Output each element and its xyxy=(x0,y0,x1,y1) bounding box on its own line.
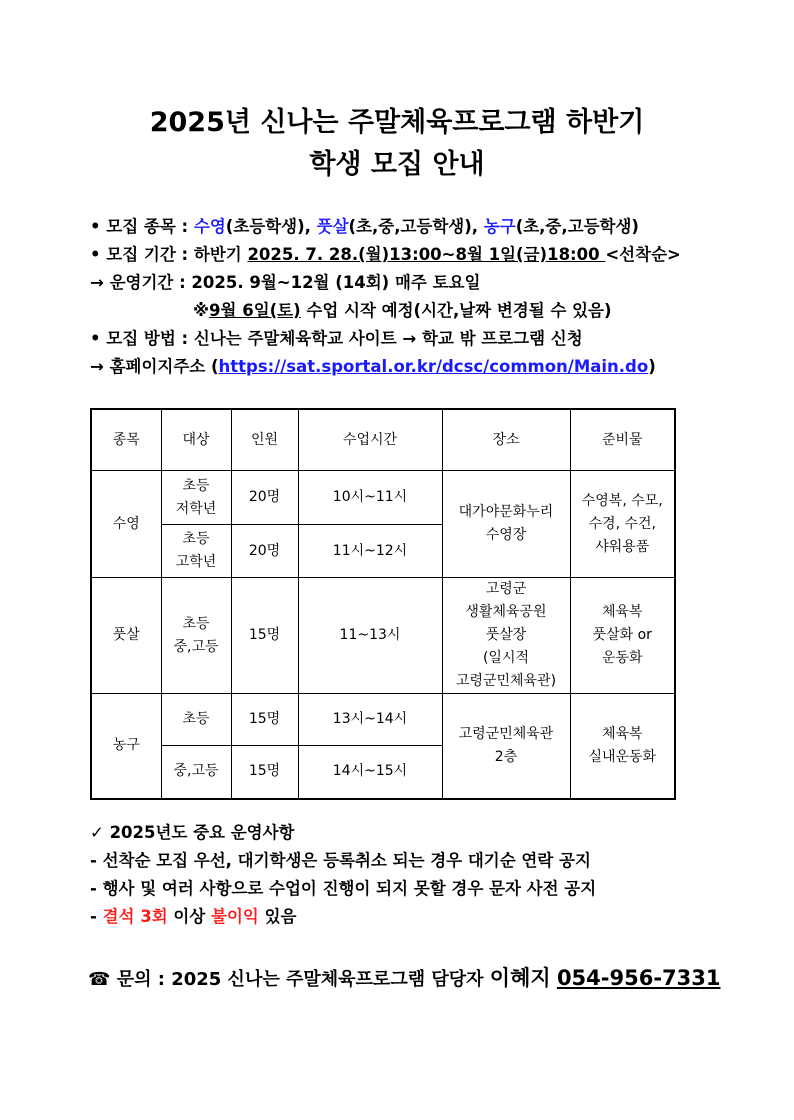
cell-place-basketball: 고령군민체육관 2층 xyxy=(442,694,570,799)
cell-target: 초등 고학년 xyxy=(161,525,231,578)
info-note xyxy=(193,297,612,325)
event-swim-target: (초등학생), xyxy=(225,217,317,236)
table-row xyxy=(91,578,675,694)
cell-sport-futsal: 풋살 xyxy=(91,578,161,694)
cell-target: 초등 중,고등 xyxy=(161,578,231,694)
info-method: • 모집 방법 : 신나는 주말체육학교 사이트 → 학교 밖 프로그램 신청 xyxy=(90,329,583,348)
event-futsal-target: (초,중,고등학생), xyxy=(348,217,484,236)
schedule-table xyxy=(90,408,676,800)
cell-target: 초등 저학년 xyxy=(161,471,231,525)
info-events xyxy=(90,213,639,241)
info-homepage xyxy=(90,353,656,381)
info-note-mark: ※ xyxy=(193,301,210,320)
contact-line xyxy=(88,962,721,992)
notes-heading: ✓ 2025년도 중요 운영사항 xyxy=(90,823,295,842)
header-count: 인원 xyxy=(231,409,298,471)
notes-item-2: - 행사 및 여러 사항으로 수업이 진행이 되지 못할 경우 문자 사전 공지 xyxy=(90,879,597,898)
cell-place-futsal: 고령군 생활체육공원 풋살장 (일시적 고령군민체육관) xyxy=(442,578,570,694)
header-sport: 종목 xyxy=(91,409,161,471)
cell-count: 15명 xyxy=(231,578,298,694)
cell-time: 14시~15시 xyxy=(298,746,442,799)
cell-place-swim: 대가야문화누리 수영장 xyxy=(442,471,570,578)
info-period-value: 2025. 7. 28.(월)13:00~8월 1일(금)18:00 xyxy=(247,245,606,264)
info-period xyxy=(90,241,681,269)
cell-count: 20명 xyxy=(231,525,298,578)
info-note-date: 9월 6일(토) xyxy=(209,301,301,320)
cell-time: 10시~11시 xyxy=(298,471,442,525)
event-basketball: 농구 xyxy=(483,217,516,236)
header-target: 대상 xyxy=(161,409,231,471)
cell-time: 13시~14시 xyxy=(298,694,442,746)
cell-prep-swim: 수영복, 수모, 수경, 수건, 샤워용품 xyxy=(570,471,675,578)
info-homepage-label: → 홈페이지주소 ( xyxy=(90,357,219,376)
notes-item-3 xyxy=(90,903,296,931)
cell-count: 15명 xyxy=(231,694,298,746)
header-prep: 준비물 xyxy=(570,409,675,471)
event-futsal: 풋살 xyxy=(316,217,349,236)
notes-absence: 결석 3회 xyxy=(102,907,168,926)
document-subtitle: 학생 모집 안내 xyxy=(309,149,485,180)
table-row xyxy=(91,694,675,746)
event-basketball-target: (초,중,고등학생) xyxy=(515,217,639,236)
contact-name: 이혜지 xyxy=(489,966,551,990)
cell-target: 중,고등 xyxy=(161,746,231,799)
cell-time: 11시~12시 xyxy=(298,525,442,578)
notes-item-3-dash: - xyxy=(90,907,103,926)
cell-count: 15명 xyxy=(231,746,298,799)
table-row xyxy=(91,471,675,525)
event-swim: 수영 xyxy=(193,217,226,236)
cell-target: 초등 xyxy=(161,694,231,746)
header-place: 장소 xyxy=(442,409,570,471)
cell-prep-futsal: 체육복 풋살화 or 운동화 xyxy=(570,578,675,694)
info-note-text: 수업 시작 예정(시간,날짜 변경될 수 있음) xyxy=(300,301,612,320)
cell-sport-swim: 수영 xyxy=(91,471,161,578)
info-homepage-suffix: ) xyxy=(648,357,656,376)
info-period-suffix: <선착순> xyxy=(605,245,681,264)
cell-sport-basketball: 농구 xyxy=(91,694,161,799)
contact-label: ☎ 문의 : 2025 신나는 주말체육프로그램 담당자 xyxy=(88,969,490,990)
notes-penalty: 불이익 xyxy=(211,907,259,926)
cell-prep-basketball: 체육복 실내운동화 xyxy=(570,694,675,799)
homepage-link[interactable]: https://sat.sportal.or.kr/dcsc/common/Main.do xyxy=(218,357,649,376)
header-time: 수업시간 xyxy=(298,409,442,471)
notes-item-3-suffix: 있음 xyxy=(258,907,297,926)
contact-phone[interactable]: 054-956-7331 xyxy=(556,966,721,990)
notes-item-3-mid: 이상 xyxy=(167,907,212,926)
cell-count: 20명 xyxy=(231,471,298,525)
info-events-label: • 모집 종목 : xyxy=(90,217,194,236)
info-operation: → 운영기간 : 2025. 9월~12월 (14회) 매주 토요일 xyxy=(90,273,481,292)
cell-time: 11~13시 xyxy=(298,578,442,694)
document-title: 2025년 신나는 주말체육프로그램 하반기 xyxy=(149,107,645,138)
table-header-row xyxy=(91,409,675,471)
info-period-label: • 모집 기간 : 하반기 xyxy=(90,245,248,264)
notes-item-1: - 선착순 모집 우선, 대기학생은 등록취소 되는 경우 대기순 연락 공지 xyxy=(90,851,591,870)
